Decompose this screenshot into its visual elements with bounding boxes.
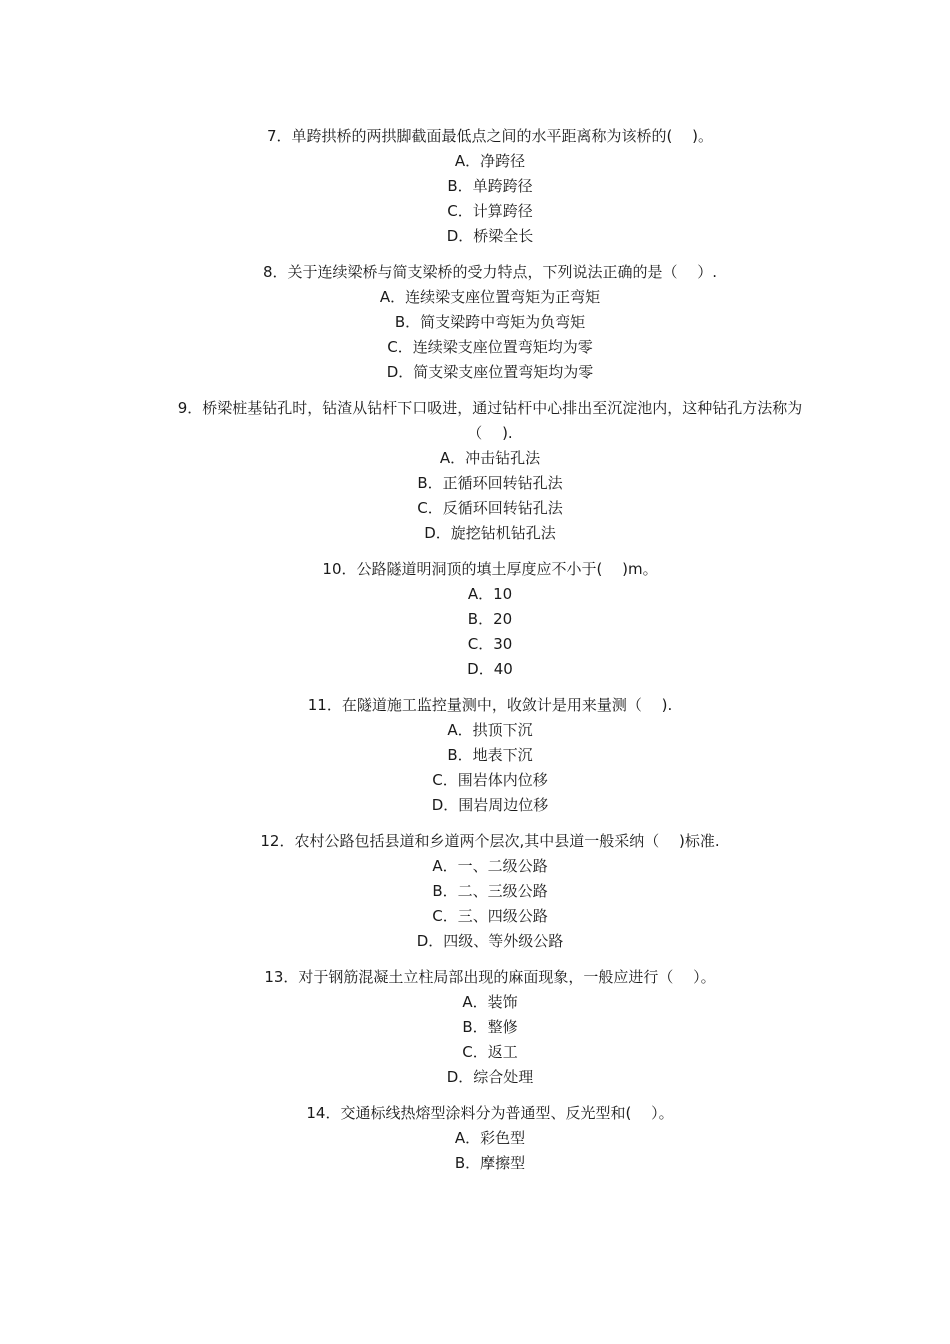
answer-option: A．连续梁支座位置弯矩为正弯矩	[379, 288, 601, 306]
question-14	[175, 1101, 805, 1176]
answer-option: C．30	[467, 635, 513, 653]
answer-option: B．摩擦型	[454, 1154, 526, 1172]
question-10	[175, 557, 805, 682]
question-stem: 10．公路隧道明洞顶的填土厚度应不小于( )m。	[322, 560, 658, 578]
answer-option: A．冲击钻孔法	[439, 449, 541, 467]
answer-option: D．四级、等外级公路	[416, 932, 564, 950]
answer-option: A．一、二级公路	[432, 857, 548, 875]
answer-option: D．围岩周边位移	[431, 796, 549, 814]
question-12	[175, 829, 805, 954]
question-stem: 14．交通标线热熔型涂料分为普通型、反光型和( ）。	[306, 1104, 674, 1122]
answer-option: B．地表下沉	[447, 746, 533, 764]
question-stem: 12．农村公路包括县道和乡道两个层次,其中县道一般采纳（ )标准.	[260, 832, 720, 850]
answer-option: D．旋挖钻机钻孔法	[424, 524, 556, 542]
answer-option: B．整修	[462, 1018, 518, 1036]
answer-option: A．装饰	[462, 993, 518, 1011]
question-stem: 9．桥梁桩基钻孔时，钻渣从钻杆下口吸进，通过钻杆中心排出至沉淀池内，这种钻孔方法称为（ ).	[177, 399, 803, 442]
question-stem: 8．关于连续梁桥与简支梁桥的受力特点，下列说法正确的是（ ）.	[262, 263, 718, 281]
question-stem: 13．对于钢筋混凝土立柱局部出现的麻面现象，一般应进行（ ）。	[264, 968, 716, 986]
answer-option: C．三、四级公路	[432, 907, 548, 925]
question-9	[175, 396, 805, 546]
answer-option: B．简支梁跨中弯矩为负弯矩	[394, 313, 586, 331]
answer-option: D．桥梁全长	[446, 227, 534, 245]
answer-option: D．简支梁支座位置弯矩均为零	[386, 363, 594, 381]
question-list	[175, 124, 805, 1187]
answer-option: A．净跨径	[454, 152, 526, 170]
answer-option: C．反循环回转钻孔法	[417, 499, 563, 517]
answer-option: D．40	[467, 660, 513, 678]
answer-option: C．计算跨径	[447, 202, 533, 220]
answer-option: B．20	[467, 610, 513, 628]
question-13	[175, 965, 805, 1090]
question-stem: 7．单跨拱桥的两拱脚截面最低点之间的水平距离称为该桥的( )。	[266, 127, 714, 145]
answer-option: A．彩色型	[454, 1129, 526, 1147]
question-11	[175, 693, 805, 818]
answer-option: B．单跨跨径	[447, 177, 533, 195]
question-stem: 11．在隧道施工监控量测中，收敛计是用来量测（ ).	[307, 696, 673, 714]
question-8	[175, 260, 805, 385]
question-7	[175, 124, 805, 249]
answer-option: B．正循环回转钻孔法	[417, 474, 563, 492]
answer-option: B．二、三级公路	[432, 882, 548, 900]
answer-option: A．10	[467, 585, 513, 603]
answer-option: C．返工	[462, 1043, 518, 1061]
answer-option: C．围岩体内位移	[432, 771, 548, 789]
answer-option: D．综合处理	[446, 1068, 534, 1086]
answer-option: C．连续梁支座位置弯矩均为零	[387, 338, 593, 356]
answer-option: A．拱顶下沉	[447, 721, 533, 739]
